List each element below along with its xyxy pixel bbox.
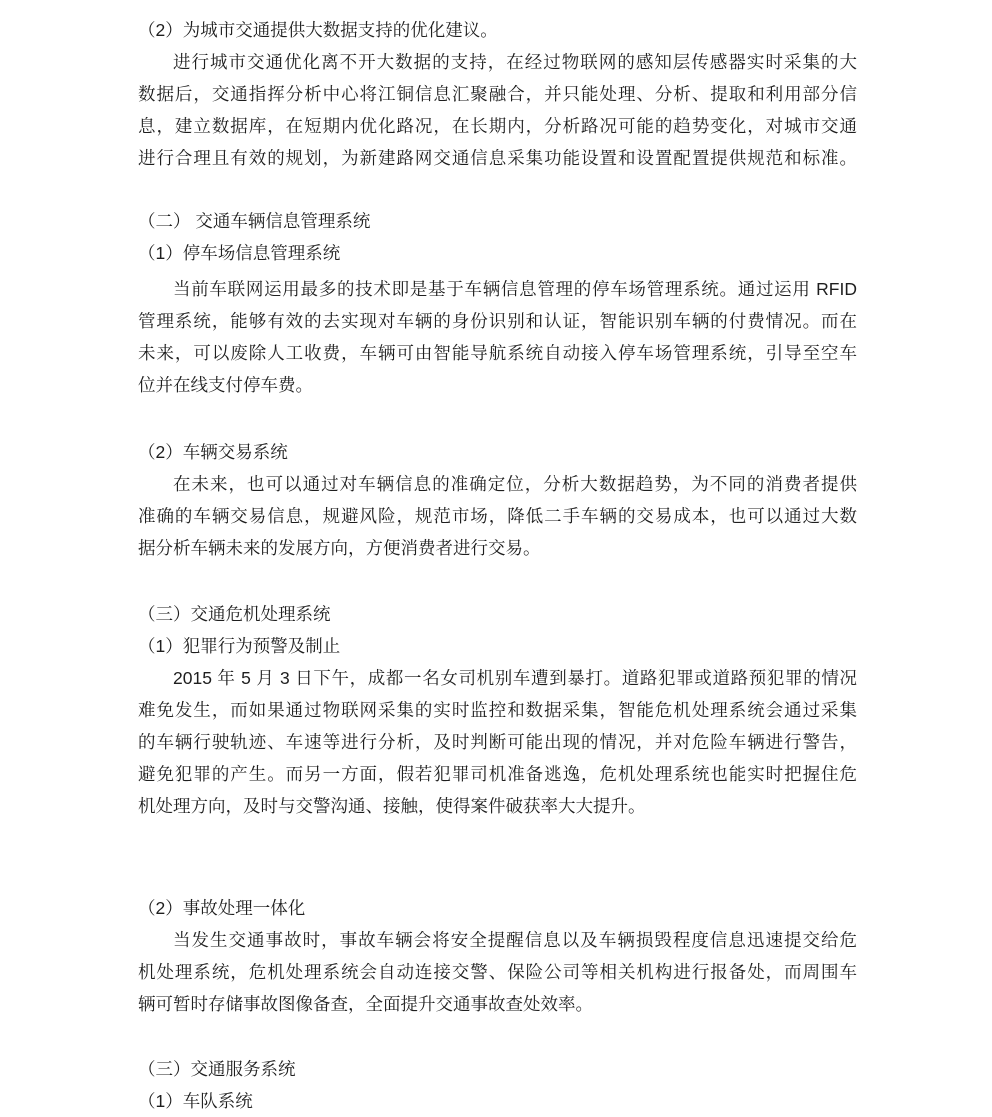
section-heading: （1）车队系统 xyxy=(138,1091,253,1111)
text-line: 管理系统，能够有效的去实现对车辆的身份识别和认证，智能识别车辆的付费情况。而在 xyxy=(138,311,857,331)
text-line: 辆可暂时存储事故图像备查，全面提升交通事故查处效率。 xyxy=(138,994,593,1014)
section-heading: （2）车辆交易系统 xyxy=(138,442,288,462)
text-line: 数据后，交通指挥分析中心将江铜信息汇聚融合，并只能处理、分析、提取和利用部分信 xyxy=(138,84,857,104)
document-content xyxy=(138,14,857,1117)
section-heading: （三）交通服务系统 xyxy=(138,1059,296,1079)
text-line: 2015 年 5 月 3 日下午，成都一名女司机别车遭到暴打。道路犯罪或道路预犯罪的情况 xyxy=(173,668,857,688)
text-line: 息，建立数据库，在短期内优化路况，在长期内，分析路况可能的趋势变化，对城市交通 xyxy=(138,116,857,136)
text-line: 当前车联网运用最多的技术即是基于车辆信息管理的停车场管理系统。通过运用 RFID xyxy=(173,279,857,299)
section-heading: （1）犯罪行为预警及制止 xyxy=(138,636,341,656)
section-heading: （2）为城市交通提供大数据支持的优化建议。 xyxy=(138,20,498,40)
text-line: 据分析车辆未来的发展方向，方便消费者进行交易。 xyxy=(138,538,541,558)
section-heading: （二） 交通车辆信息管理系统 xyxy=(138,211,371,231)
text-line: 位并在线支付停车费。 xyxy=(138,375,313,395)
section-heading: （2）事故处理一体化 xyxy=(138,898,306,918)
text-line: 避免犯罪的产生。而另一方面，假若犯罪司机准备逃逸，危机处理系统也能实时把握住危 xyxy=(138,764,857,784)
text-line: 的车辆行驶轨迹、车速等进行分析，及时判断可能出现的情况，并对危险车辆进行警告， xyxy=(138,732,857,752)
text-line: 难免发生，而如果通过物联网采集的实时监控和数据采集，智能危机处理系统会通过采集 xyxy=(138,700,857,720)
text-line: 进行城市交通优化离不开大数据的支持，在经过物联网的感知层传感器实时采集的大 xyxy=(173,52,857,72)
text-line: 当发生交通事故时，事故车辆会将安全提醒信息以及车辆损毁程度信息迅速提交给危 xyxy=(173,930,857,950)
section-heading: （1）停车场信息管理系统 xyxy=(138,243,341,263)
text-line: 机处理系统，危机处理系统会自动连接交警、保险公司等相关机构进行报备处，而周围车 xyxy=(138,962,857,982)
text-line: 机处理方向，及时与交警沟通、接触，使得案件破获率大大提升。 xyxy=(138,796,646,816)
text-line: 在未来，也可以通过对车辆信息的准确定位，分析大数据趋势，为不同的消费者提供 xyxy=(173,474,857,494)
text-line: 未来，可以废除人工收费，车辆可由智能导航系统自动接入停车场管理系统，引导至空车 xyxy=(138,343,857,363)
text-line: 准确的车辆交易信息，规避风险，规范市场，降低二手车辆的交易成本，也可以通过大数 xyxy=(138,506,857,526)
section-heading: （三）交通危机处理系统 xyxy=(138,604,331,624)
text-line: 进行合理且有效的规划，为新建路网交通信息采集功能设置和设置配置提供规范和标准。 xyxy=(138,148,857,168)
